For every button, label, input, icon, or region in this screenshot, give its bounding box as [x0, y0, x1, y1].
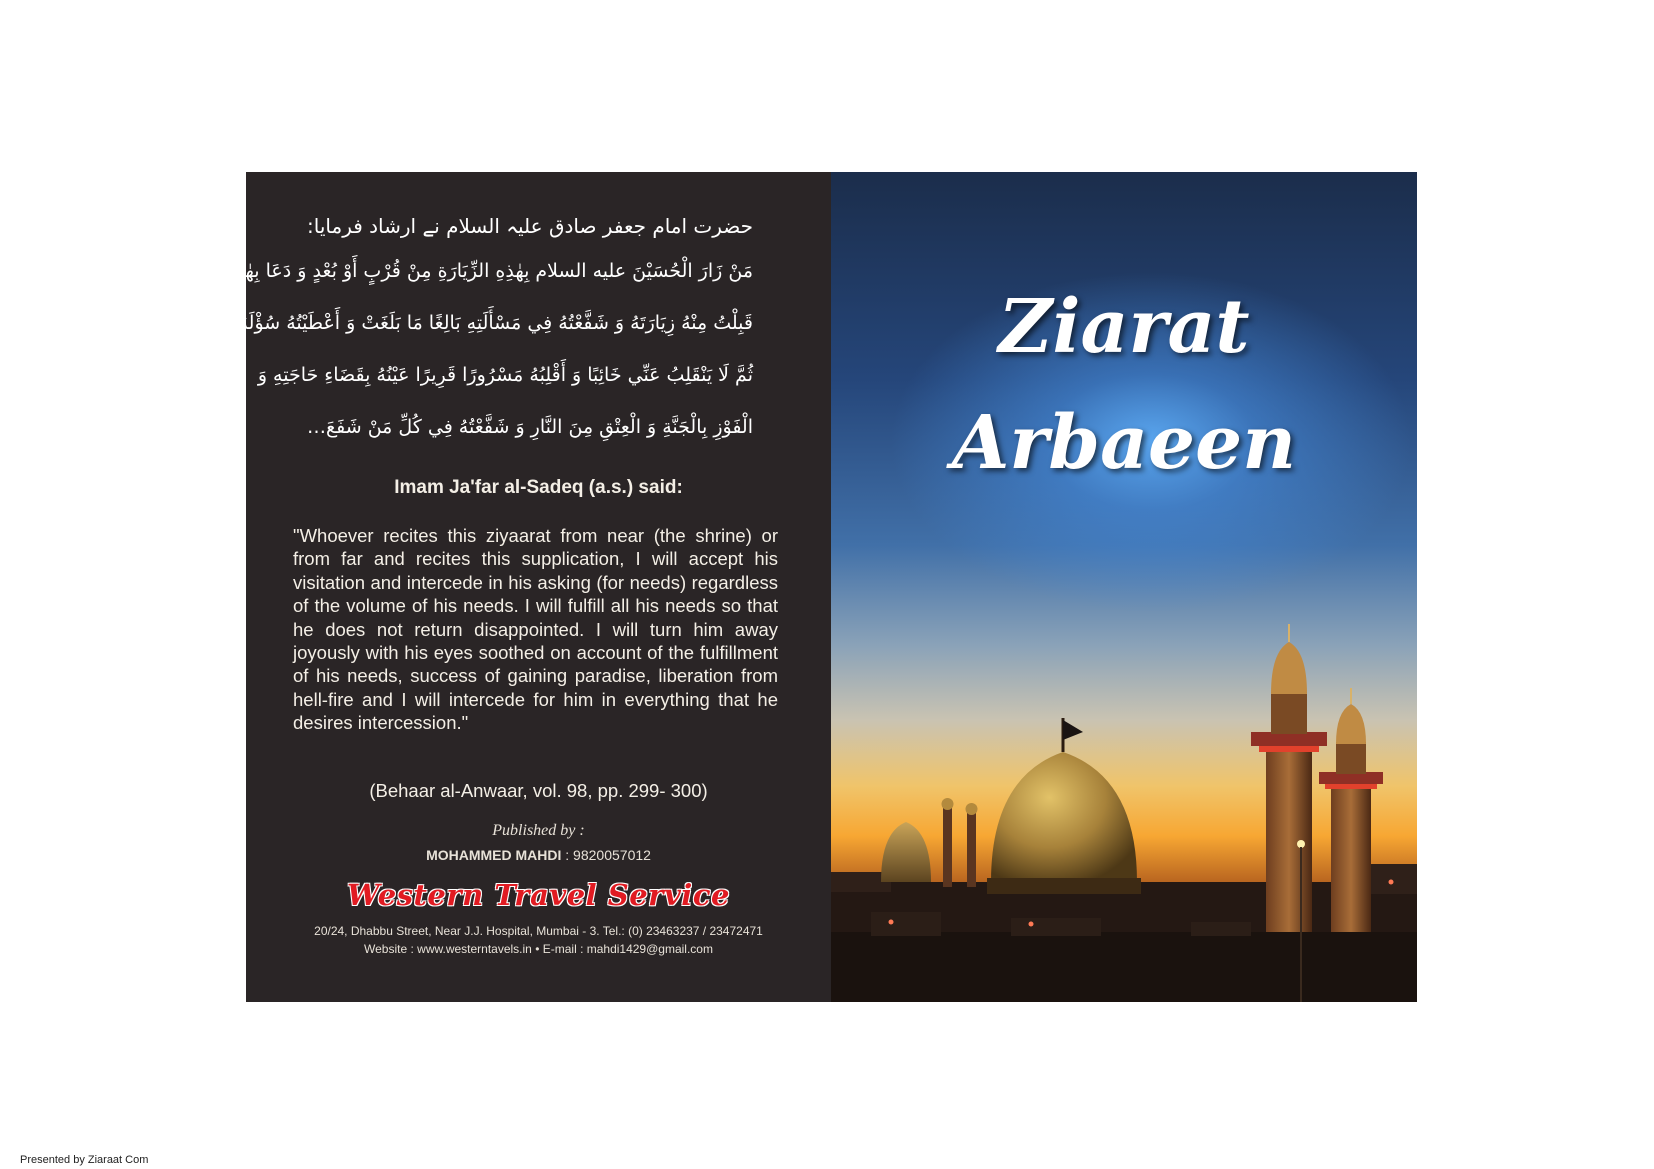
reference-citation: (Behaar al-Anwaar, vol. 98, pp. 299- 300) — [369, 780, 708, 801]
quote-title: Imam Ja'far al-Sadeq (a.s.) said: — [394, 477, 683, 498]
cover-title-line2: Arbaeen — [951, 400, 1297, 486]
arabic-line: قَبِلْتُ مِنْهُ زِيَارَتَهُ وَ شَفَّعْتُهُ فِي مَسْأَلَتِهِ بَالِغًا مَا بَلَغَتْ وَ أَعْطَيْتُهُ سُؤْلَهُ — [238, 312, 753, 334]
company-logo-text: Western Travel Service — [347, 878, 730, 912]
back-cover — [177, 172, 831, 1002]
publisher-line — [246, 847, 831, 863]
published-by-label: Published by : — [492, 822, 585, 839]
small-dome-icon — [881, 822, 931, 882]
main-dome-icon — [991, 752, 1137, 882]
publisher-phone: : 9820057012 — [561, 847, 651, 863]
booklet-spread — [177, 172, 1417, 1002]
quote-body: "Whoever recites this ziyaarat from near (the shrine) or from far and recites this supplication, I will accept his visitation and intercede in his asking (for needs) regardless of the volume of his needs. I will fulfill all his needs so that he does not return disappointed. I will turn him away joyously with his eyes soothed on account of the fulfillment of his needs, success of gaining paradise, liberation from hell-fire and I will intercede for him in everything that he desires intercession." — [293, 525, 778, 734]
arabic-line: مَنْ زَارَ الْحُسَيْنَ عليه السلام بِهٰذِهِ الزِّيَارَةِ مِنْ قُرْبٍ أَوْ بُعْدٍ وَ دَعَا بِهٰذَا الدُّعَاءِ — [177, 260, 753, 282]
company-contact: Website : www.westerntavels.in • E-mail : mahdi1429@gmail.com — [364, 942, 713, 956]
footer-credit: Presented by Ziaraat Com — [20, 1154, 149, 1166]
shrine-illustration — [831, 582, 1417, 1002]
urdu-heading: حضرت امام جعفر صادق علیہ السلام نے ارشاد فرمایا: — [306, 214, 753, 238]
arabic-line: الْفَوْزِ بِالْجَنَّةِ وَ الْعِتْقِ مِنَ النَّارِ وَ شَفَّعْتُهُ فِي كُلِّ مَنْ شَفَعَ… — [307, 416, 753, 438]
front-cover — [831, 172, 1417, 1002]
company-address: 20/24, Dhabbu Street, Near J.J. Hospital, Mumbai - 3. Tel.: (0) 23463237 / 23472471 — [314, 924, 763, 938]
arabic-line: ثُمَّ لَا يَنْقَلِبُ عَنِّي خَائِبًا وَ أَقْلِبُهُ مَسْرُورًا قَرِيرًا عَيْنُهُ بِقَضَاءِ حَاجَتِهِ وَ — [257, 364, 753, 386]
cover-title-line1: Ziarat — [998, 284, 1250, 370]
publisher-name: MOHAMMED MAHDI — [426, 847, 562, 863]
